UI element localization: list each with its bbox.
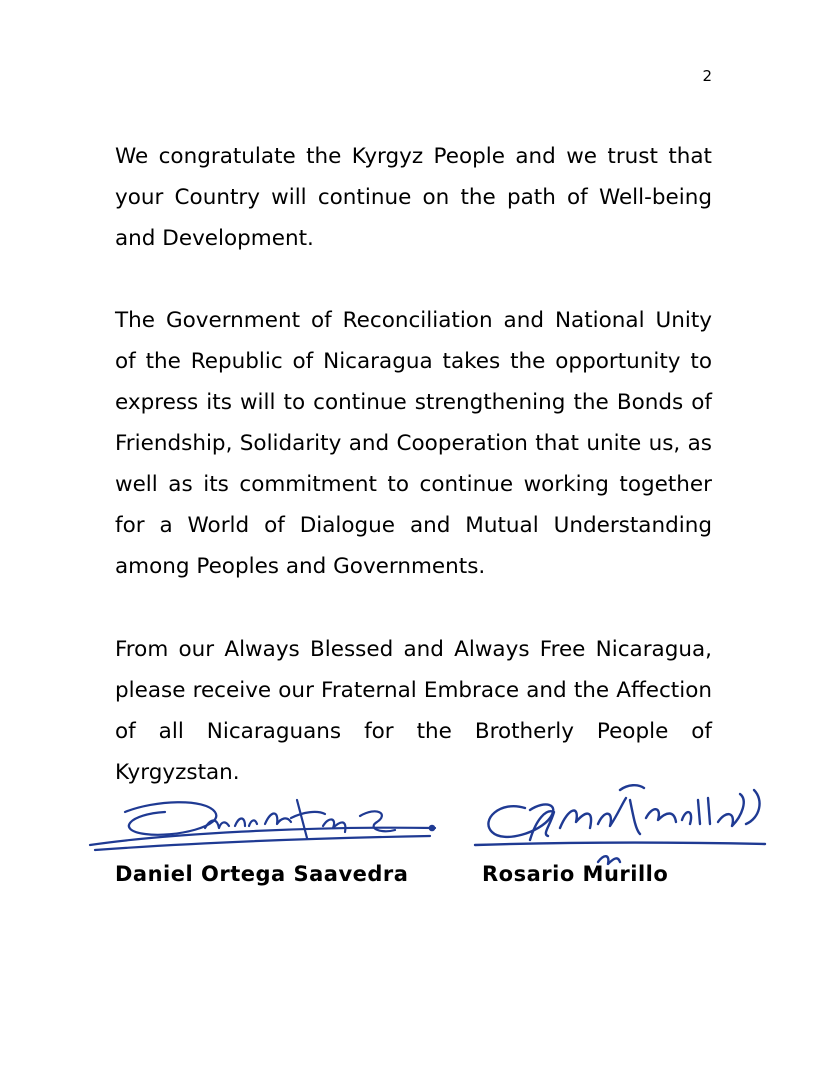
page-number: 2 (702, 67, 712, 85)
signatory-name-murillo: Rosario Murillo (482, 862, 669, 886)
signature-daniel-ortega (85, 790, 450, 860)
paragraph-congratulation: We congratulate the Kyrgyz People and we trust that your Country will continue on the path of Well-being and Development. (115, 144, 712, 251)
paragraph-closing: From our Always Blessed and Always Free Nicaragua, please receive our Fraternal Embrace and the Affection of all Nicaraguans for the Brotherly People of Kyrgyzstan. (115, 637, 712, 785)
paragraph-government-statement: The Government of Reconciliation and National Unity of the Republic of Nicaragua takes the opportunity to express its will to continue strengthening the Bonds of Friendship, Solidarity and Cooperation that unite us, as well as its commitment to continue working together for a World of Dialogue and Mutual Understanding among Peoples and Governments. (115, 308, 712, 579)
signatory-name-ortega: Daniel Ortega Saavedra (115, 862, 409, 886)
